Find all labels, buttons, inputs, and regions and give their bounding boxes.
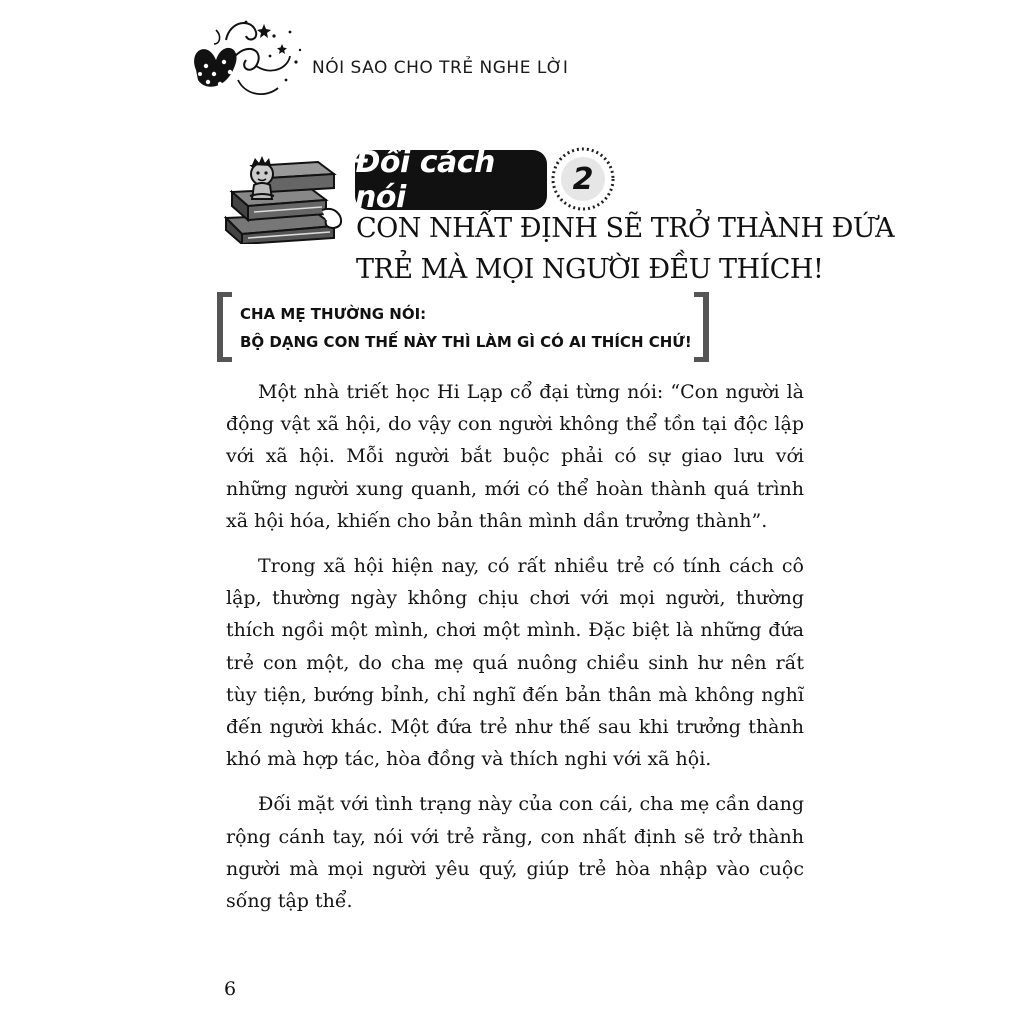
parents-say-quote: BỘ DẠNG CON THẾ NÀY THÌ LÀM GÌ CÓ AI THÍCH CHỨ! — [240, 333, 692, 351]
running-header-title: NÓI SAO CHO TRẺ NGHE LỜI — [312, 58, 569, 78]
left-bracket-icon — [216, 292, 234, 362]
headline-line: TRẺ MÀ MỌI NGƯỜI ĐỀU THÍCH! — [356, 254, 824, 285]
swirl-ornament-icon — [186, 10, 306, 106]
section-headline — [356, 208, 895, 290]
parents-say-heading: CHA MẸ THƯỜNG NÓI: — [240, 305, 427, 323]
paragraph: Một nhà triết học Hi Lạp cổ đại từng nói: “Con người là động vật xã hội, do vậy con người không thể tồn tại độc lập với xã hội. Mỗi người bắt buộc phải có sự giao lưu với những người xung quanh, mới có thể hoàn thành quá trình xã hội hóa, khiến cho bản thân mình dần trưởng thành”. — [226, 381, 804, 532]
parents-say-box — [240, 300, 690, 356]
section-badge-label: Đổi cách nói — [355, 145, 495, 215]
boy-on-books-icon — [222, 148, 352, 244]
right-bracket-icon — [692, 292, 710, 362]
body-text — [226, 376, 804, 930]
paragraph: Đối mặt với tình trạng này của con cái, cha mẹ cần dang rộng cánh tay, nói với trẻ rằng, con nhất định sẽ trở thành người mà mọi người yêu quý, giúp trẻ hòa nhập vào cuộc sống tập thể. — [226, 793, 804, 913]
headline-line: CON NHẤT ĐỊNH SẼ TRỞ THÀNH ĐỨA — [356, 213, 895, 244]
page-number: 6 — [224, 978, 237, 1000]
section-number: 2 — [572, 161, 594, 197]
section-number-badge — [550, 146, 616, 212]
section-badge — [355, 145, 547, 215]
paragraph: Trong xã hội hiện nay, có rất nhiều trẻ có tính cách cô lập, thường ngày không chịu chơi với mọi người, thường thích ngồi một mình, chơi một mình. Đặc biệt là những đứa trẻ con một, do cha mẹ quá nuông chiều sinh hư nên rất tùy tiện, bướng bỉnh, chỉ nghĩ đến bản thân mà không nghĩ đến người khác. Một đứa trẻ như thế sau khi trưởng thành khó mà hợp tác, hòa đồng và thích nghi với xã hội. — [226, 555, 804, 771]
